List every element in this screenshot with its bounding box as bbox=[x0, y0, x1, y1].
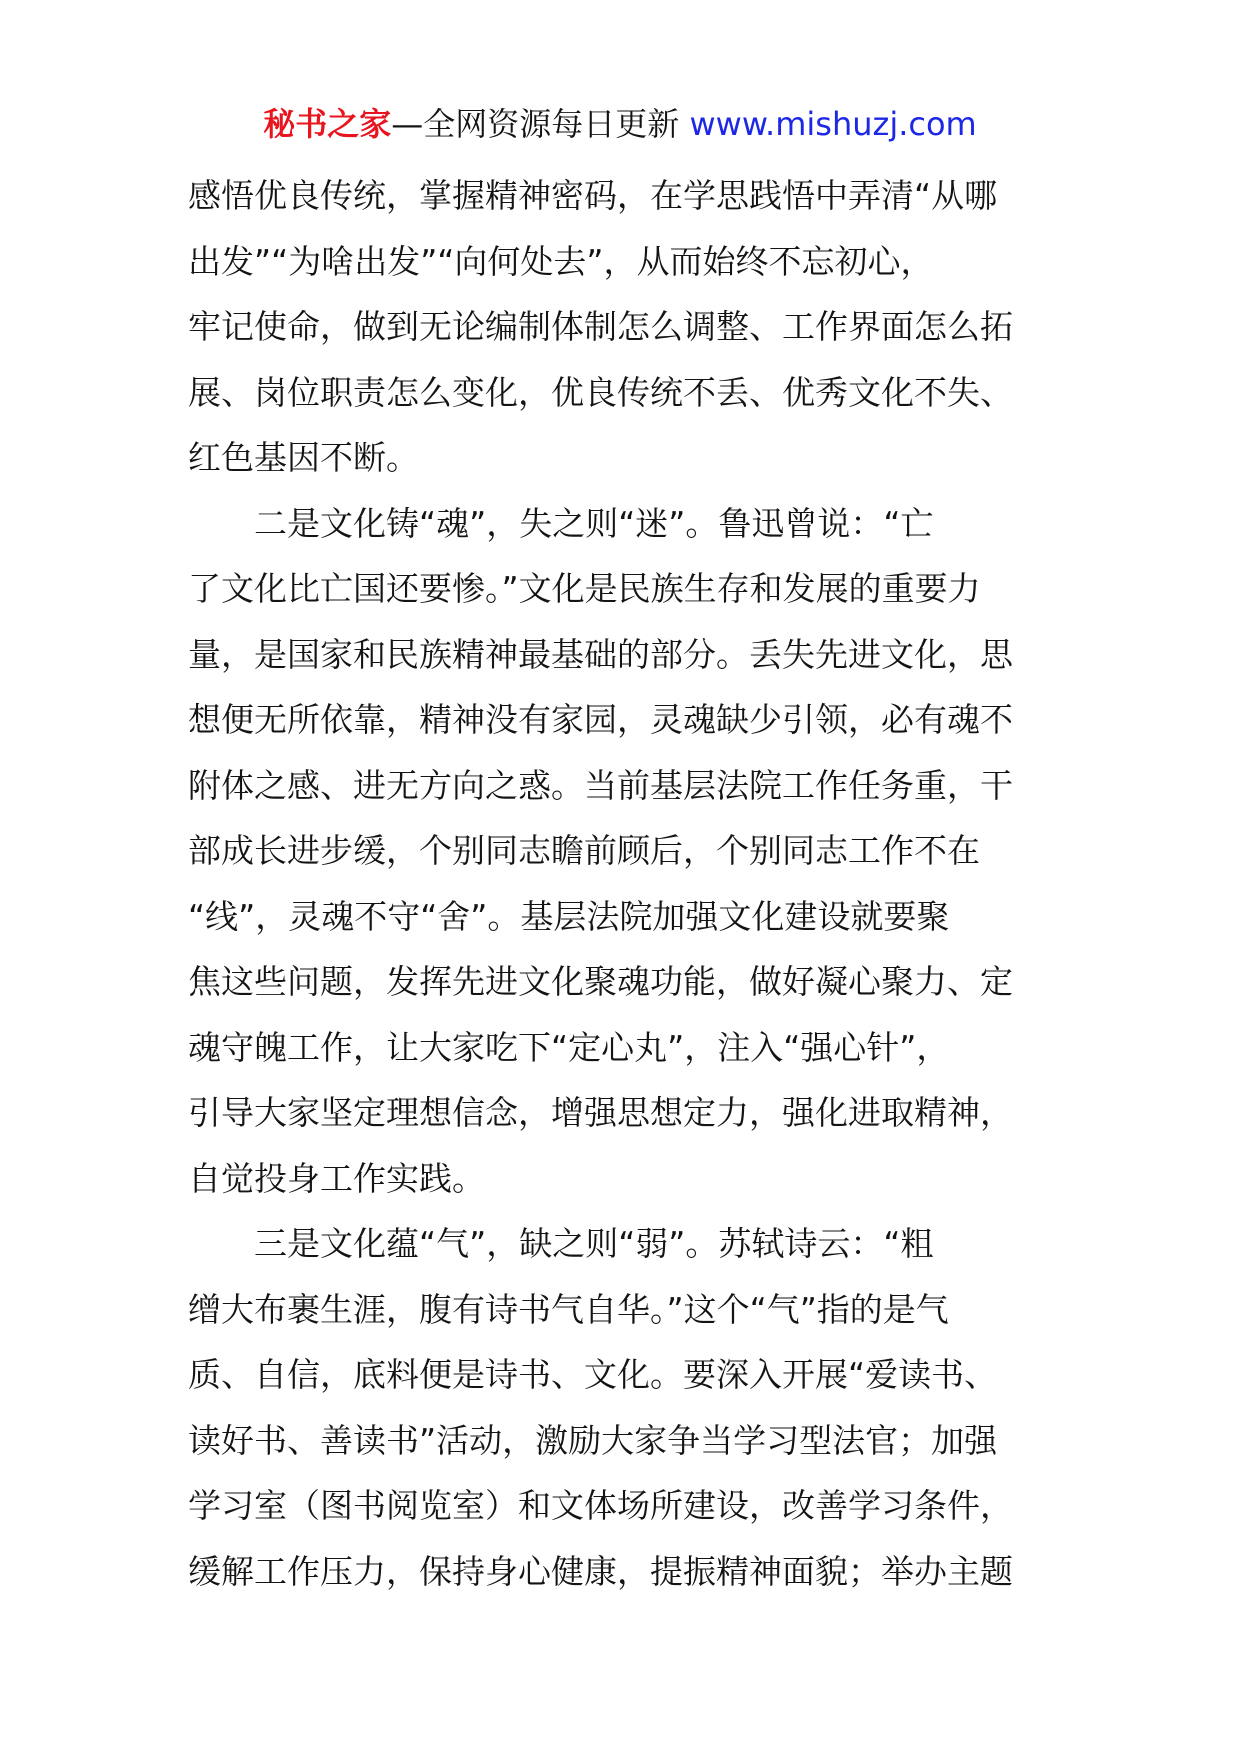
text-line: 缓解工作压力，保持身心健康，提振精神面貌；举办主题 bbox=[188, 1551, 1013, 1591]
text-line: 三是文化蕴“气”，缺之则“弱”。苏轼诗云：“粗 bbox=[188, 1224, 934, 1263]
text-line: “线”，灵魂不守“舍”。基层法院加强文化建设就要聚 bbox=[188, 896, 950, 936]
page-header bbox=[0, 102, 1240, 146]
text-line: 了文化比亡国还要惨。”文化是民族生存和发展的重要力 bbox=[188, 569, 981, 608]
text-line: 想便无所依靠，精神没有家园，灵魂缺少引领，必有魂不 bbox=[188, 700, 1013, 739]
text-line: 缯大布裹生涯，腹有诗书气自华。”这个“气”指的是气 bbox=[188, 1289, 949, 1329]
text-line: 焦这些问题，发挥先进文化聚魂功能，做好凝心聚力、定 bbox=[188, 962, 1013, 1001]
text-line: 二是文化铸“魂”，失之则“迷”。鲁迅曾说：“亡 bbox=[188, 503, 934, 543]
header-tagline: —全网资源每日更新 bbox=[391, 105, 680, 143]
text-line: 学习室（图书阅览室）和文体场所建设，改善学习条件， bbox=[188, 1486, 1013, 1525]
text-line: 引导大家坚定理想信念，增强思想定力，强化进取精神， bbox=[188, 1093, 1013, 1132]
text-line: 附体之感、进无方向之惑。当前基层法院工作任务重，干 bbox=[188, 765, 1013, 805]
text-line: 牢记使命，做到无论编制体制怎么调整、工作界面怎么拓 bbox=[188, 307, 1013, 346]
document-body bbox=[188, 163, 1058, 1604]
text-line: 量，是国家和民族精神最基础的部分。丢失先进文化，思 bbox=[188, 634, 1013, 674]
text-line: 出发”“为啥出发”“向何处去”，从而始终不忘初心， bbox=[188, 241, 934, 281]
text-line: 红色基因不断。 bbox=[188, 438, 419, 477]
text-line: 读好书、善读书”活动，激励大家争当学习型法官；加强 bbox=[188, 1420, 998, 1460]
text-line: 质、自信，底料便是诗书、文化。要深入开展“爱读书、 bbox=[188, 1355, 998, 1394]
brand-name: 秘书之家 bbox=[263, 105, 392, 143]
text-line: 部成长进步缓，个别同志瞻前顾后，个别同志工作不在 bbox=[188, 831, 980, 870]
text-line: 魂守魄工作，让大家吃下“定心丸”，注入“强心针”， bbox=[188, 1027, 950, 1067]
site-url-link[interactable]: www.mishuzj.com bbox=[689, 105, 977, 143]
text-line: 展、岗位职责怎么变化，优良传统不丢、优秀文化不失、 bbox=[188, 372, 1013, 412]
text-line: 感悟优良传统，掌握精神密码，在学思践悟中弄清“从哪 bbox=[188, 176, 998, 215]
text-line: 自觉投身工作实践。 bbox=[188, 1158, 485, 1198]
